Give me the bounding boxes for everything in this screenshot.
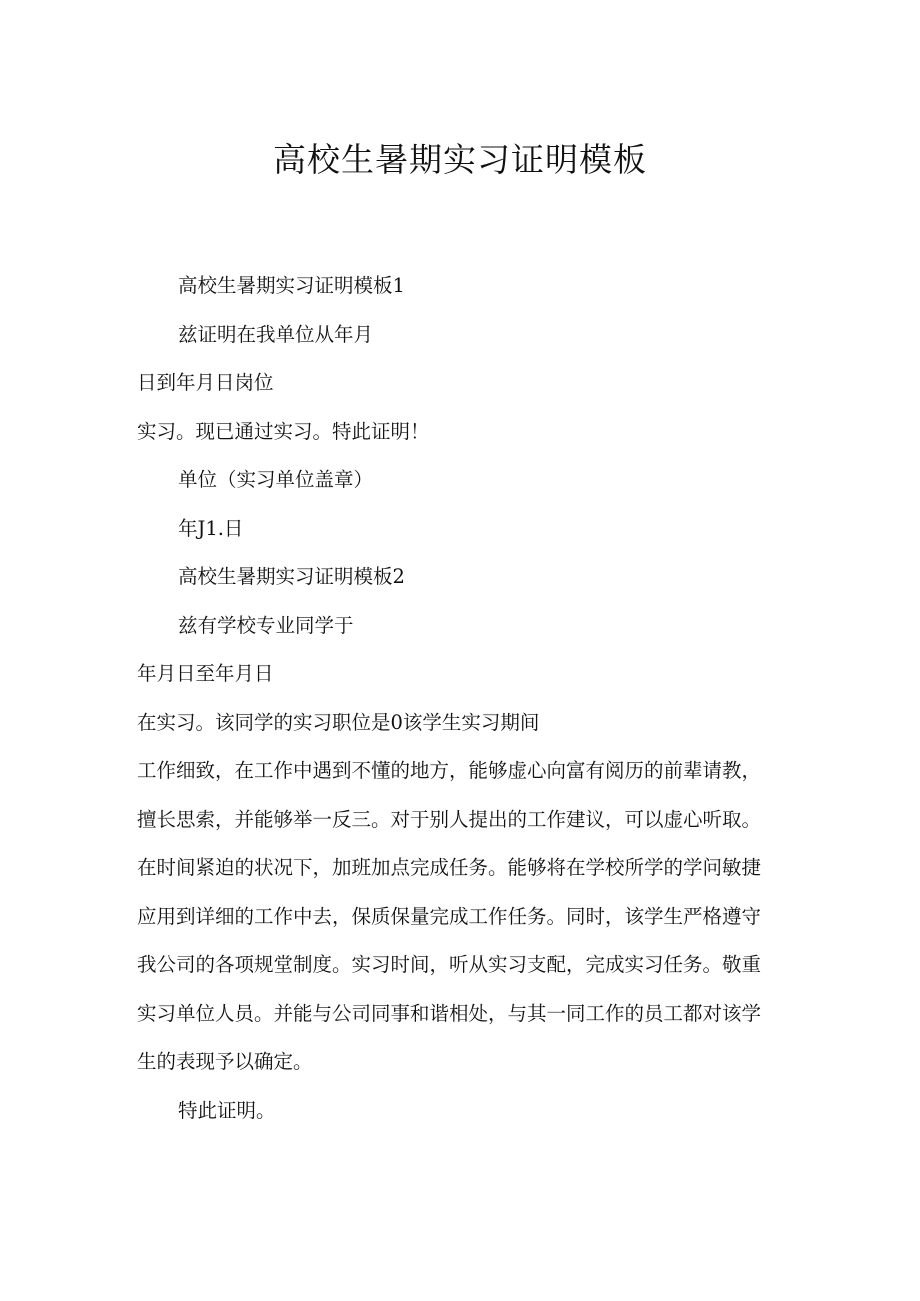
closing-line: 特此证明。 <box>178 1099 276 1122</box>
section-heading-1: 高校生暑期实习证明模板1 <box>178 274 405 297</box>
text-line: 实习。现已通过实习。特此证明！ <box>137 420 430 443</box>
text-line: 兹有学校专业同学于 <box>178 614 354 637</box>
text-line: 在实习。该同学的实习职位是0该学生实习期间 <box>137 711 540 734</box>
paragraph-line: 工作细致，在工作中遇到不懂的地方，能够虚心向富有阅历的前辈请教， <box>137 759 762 782</box>
paragraph-line: 生的表现予以确定。 <box>137 1050 313 1073</box>
paragraph-line: 擅长思索，并能够举一反三。对于别人提出的工作建议，可以虚心听取。 <box>137 808 762 831</box>
text-line: 兹证明在我单位从年月 <box>178 323 374 346</box>
paragraph-line: 实习单位人员。并能与公司同事和谐相处，与其一同工作的员工都对该学 <box>137 1002 762 1025</box>
section-heading-2: 高校生暑期实习证明模板2 <box>178 565 405 588</box>
paragraph-line: 应用到详细的工作中去，保质保量完成工作任务。同时，该学生严格遵守 <box>137 905 762 928</box>
paragraph-line: 在时间紧迫的状况下，加班加点完成任务。能够将在学校所学的学问敏捷 <box>137 856 762 879</box>
date-line: 年J1.日 <box>178 517 244 540</box>
text-line: 年月日至年月日 <box>137 662 274 685</box>
paragraph-line: 我公司的各项规堂制度。实习时间，听从实习支配，完成实习任务。敬重 <box>137 953 762 976</box>
signature-unit-line: 单位（实习单位盖章） <box>178 468 374 491</box>
text-line: 日到年月日岗位 <box>137 371 274 394</box>
document-title: 高校生暑期实习证明模板 <box>273 140 647 179</box>
